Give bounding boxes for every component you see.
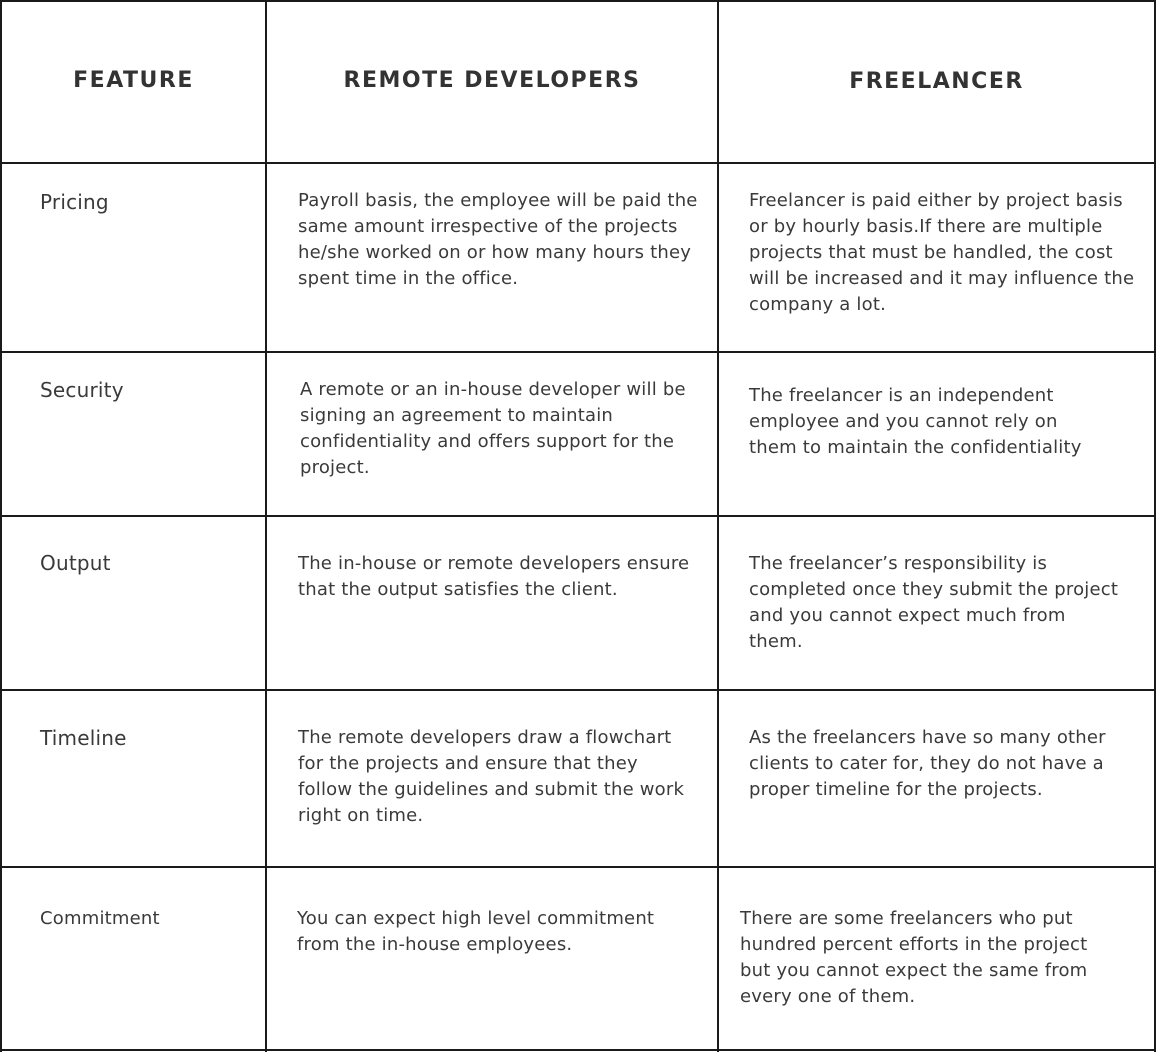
table-border-left xyxy=(0,0,2,1052)
row-divider-3 xyxy=(0,515,1156,517)
feature-label-pricing: Pricing xyxy=(40,190,109,214)
row-divider-5 xyxy=(0,866,1156,868)
freelancer-cell-commitment: There are some freelancers who put hundred percent efforts in the project but you cannot expect the same from every one of them. xyxy=(740,908,1088,1007)
feature-label-security: Security xyxy=(40,378,124,402)
feature-label-output: Output xyxy=(40,551,111,575)
row-divider-2 xyxy=(0,351,1156,353)
header-feature: FEATURE xyxy=(73,68,194,93)
header-freelancer: FREELANCER xyxy=(849,69,1024,94)
remote-cell-pricing: Payroll basis, the employee will be paid the same amount irrespective of the projects he/she worked on or how many hours they spent time in the office. xyxy=(298,190,698,289)
remote-cell-security: A remote or an in-house developer will be signing an agreement to maintain confidentiality and offers support for the project. xyxy=(300,379,686,478)
column-divider-1 xyxy=(265,0,267,1052)
header-remote-developers: REMOTE DEVELOPERS xyxy=(343,68,641,93)
remote-cell-output: The in-house or remote developers ensure that the output satisfies the client. xyxy=(298,553,690,600)
column-divider-2 xyxy=(717,0,719,1052)
row-divider-1 xyxy=(0,162,1156,164)
freelancer-cell-timeline: As the freelancers have so many other clients to cater for, they do not have a proper timeline for the projects. xyxy=(749,727,1106,800)
freelancer-cell-output: The freelancer’s responsibility is completed once they submit the project and you cannot expect much from them. xyxy=(749,553,1119,652)
table-border-top xyxy=(0,0,1156,2)
feature-label-timeline: Timeline xyxy=(40,726,127,750)
remote-cell-timeline: The remote developers draw a flowchart for the projects and ensure that they follow the guidelines and submit the work right on time. xyxy=(298,727,685,826)
row-divider-4 xyxy=(0,689,1156,691)
table-border-bottom xyxy=(0,1049,1156,1051)
feature-label-commitment: Commitment xyxy=(40,908,160,929)
freelancer-cell-security: The freelancer is an independent employee and you cannot rely on them to maintain the confidentiality xyxy=(749,385,1082,458)
remote-cell-commitment: You can expect high level commitment from the in-house employees. xyxy=(297,908,655,955)
freelancer-cell-pricing: Freelancer is paid either by project basis or by hourly basis.If there are multiple projects that must be handled, the cost will be increased and it may influence the company a lot. xyxy=(749,190,1135,315)
